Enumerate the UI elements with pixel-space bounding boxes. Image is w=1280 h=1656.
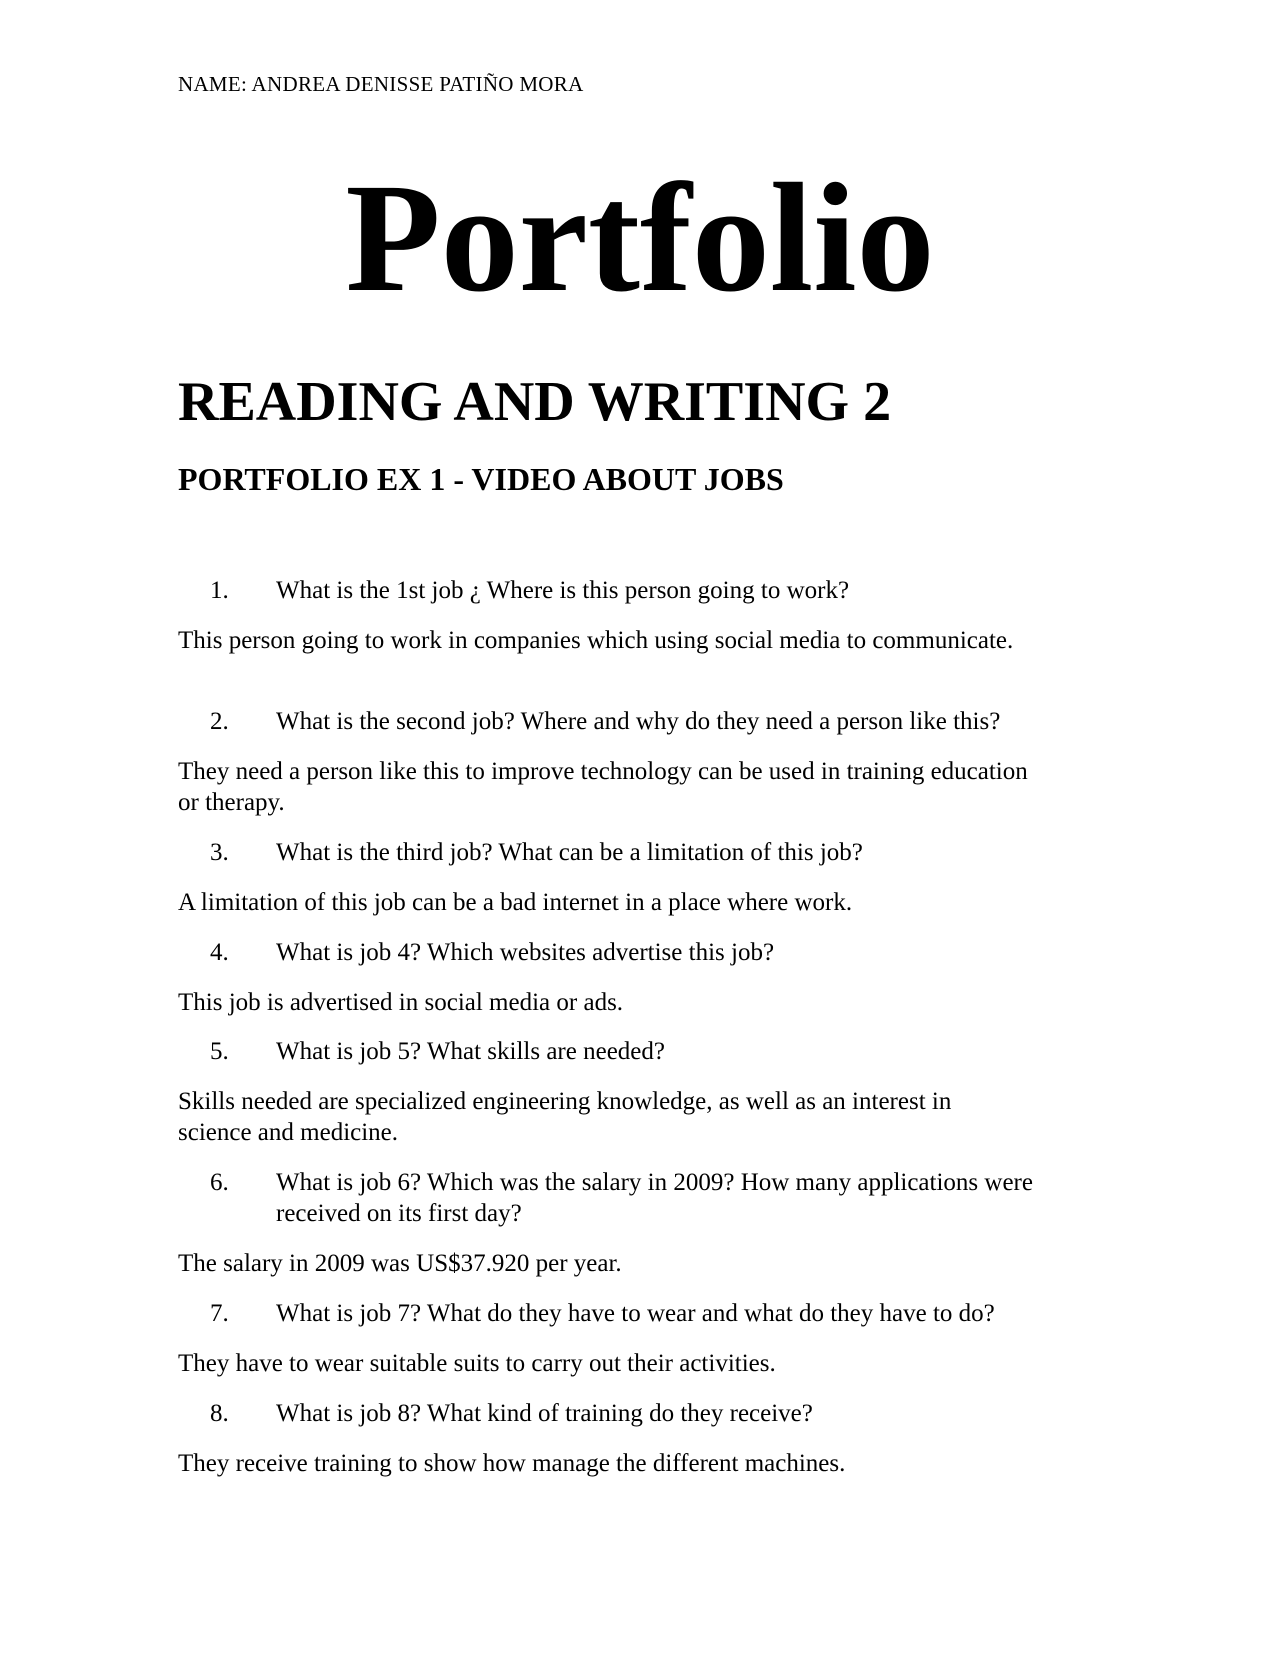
question-number: 5.	[210, 1038, 229, 1065]
question-text: What is the third job? What can be a limitation of this job?	[276, 839, 863, 866]
answer-4: This job is advertised in social media or ads.	[178, 989, 624, 1016]
answer-1: This person going to work in companies which using social media to communicate.	[178, 627, 1014, 654]
answer-7: They have to wear suitable suits to carry out their activities.	[178, 1350, 776, 1377]
question-number: 4.	[210, 939, 229, 966]
question-text: What is job 4? Which websites advertise this job?	[276, 939, 775, 966]
question-number: 3.	[210, 839, 229, 866]
question-number: 1.	[210, 577, 229, 604]
question-text: What is job 8? What kind of training do they receive?	[276, 1400, 813, 1427]
question-number: 8.	[210, 1400, 229, 1427]
question-number: 6.	[210, 1169, 229, 1196]
answer-5: Skills needed are specialized engineering knowledge, as well as an interest in science and medicine.	[178, 1088, 952, 1146]
question-text: What is the 1st job ¿ Where is this person going to work?	[276, 577, 850, 604]
question-text: What is job 6? Which was the salary in 2009? How many applications were received on its first day?	[276, 1169, 1033, 1227]
question-number: 7.	[210, 1300, 229, 1327]
student-name: NAME: ANDREA DENISSE PATIÑO MORA	[178, 72, 584, 96]
answer-2: They need a person like this to improve technology can be used in training education or therapy.	[178, 758, 1028, 816]
exercise-heading: PORTFOLIO EX 1 - VIDEO ABOUT JOBS	[178, 461, 784, 497]
document-title: Portfolio	[345, 151, 935, 324]
course-heading: READING AND WRITING 2	[178, 371, 892, 433]
question-text: What is the second job? Where and why do they need a person like this?	[276, 708, 1001, 735]
answer-6: The salary in 2009 was US$37.920 per year.	[178, 1250, 622, 1277]
question-text: What is job 7? What do they have to wear and what do they have to do?	[276, 1300, 995, 1327]
answer-3: A limitation of this job can be a bad internet in a place where work.	[178, 889, 853, 916]
question-text: What is job 5? What skills are needed?	[276, 1038, 665, 1065]
answer-8: They receive training to show how manage the different machines.	[178, 1450, 846, 1477]
question-number: 2.	[210, 708, 229, 735]
